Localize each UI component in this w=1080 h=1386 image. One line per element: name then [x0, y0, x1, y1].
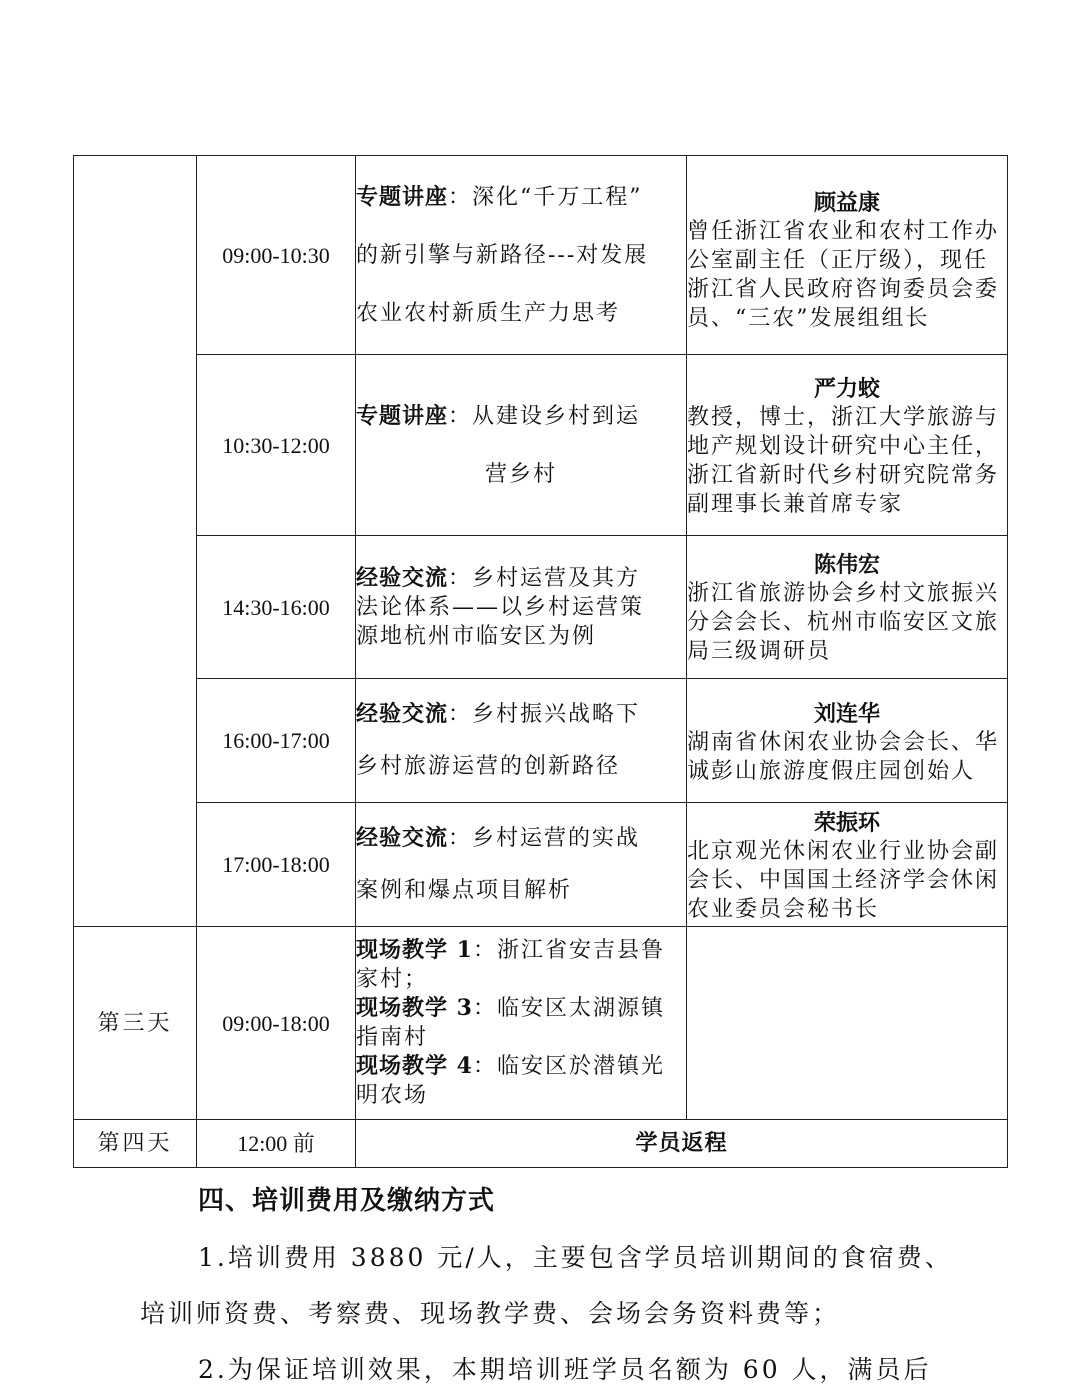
speaker-bio: 湖南省休闲农业协会会长、华诚彭山旅游度假庄园创始人 [687, 729, 1000, 784]
table-row [74, 536, 1008, 679]
topic-line: 农业农村新质生产力思考 [356, 300, 621, 326]
field-label: 现场教学 1 [356, 937, 473, 963]
topic-line: 法论体系——以乡村运营策 [356, 594, 645, 620]
speaker-cell [687, 355, 1008, 536]
topic-line: ：深化“千万工程” [448, 184, 643, 210]
speaker-cell [687, 803, 1008, 927]
speaker-name: 荣振环 [813, 810, 880, 836]
list-item [356, 936, 686, 994]
topic-line: ：乡村运营的实战 [448, 826, 641, 851]
fee-paragraph-line: 培训师资费、考察费、现场教学费、会场会务资料费等； [140, 1299, 841, 1328]
field-text: ：临安区太湖源镇指南村 [356, 996, 665, 1050]
field-text: ：浙江省安吉县鲁家村； [356, 938, 665, 992]
speaker-cell [687, 536, 1008, 679]
topic-label: 专题讲座 [356, 183, 449, 210]
topic-cell [356, 536, 687, 679]
schedule-table [73, 155, 1008, 1168]
time-cell: 14:30-16:00 [197, 536, 356, 679]
table-row [74, 355, 1008, 536]
topic-line: 案例和爆点项目解析 [356, 878, 573, 903]
speaker-cell [687, 156, 1008, 355]
topic-label: 经验交流 [356, 701, 449, 727]
topic-line: 乡村旅游运营的创新路径 [356, 754, 621, 779]
field-text: ：临安区於潜镇光明农场 [356, 1054, 665, 1108]
list-item [356, 994, 686, 1052]
speaker-bio: 曾任浙江省农业和农村工作办公室副主任（正厅级），现任浙江省人民政府咨询委员会委员、“三农”发展组组长 [687, 219, 1000, 331]
section-heading: 四、培训费用及缴纳方式 [198, 1186, 496, 1216]
topic-line: ：乡村振兴战略下 [448, 702, 641, 727]
return-cell: 学员返程 [356, 1120, 1008, 1168]
topic-cell [356, 156, 687, 355]
time-cell: 09:00-10:30 [197, 156, 356, 355]
empty-speaker-cell [687, 927, 1008, 1120]
table-row [74, 1120, 1008, 1168]
topic-line: ：从建设乡村到运 [448, 403, 641, 429]
topic-label: 专题讲座 [356, 402, 449, 429]
time-cell: 10:30-12:00 [197, 355, 356, 536]
list-item [356, 1052, 686, 1110]
speaker-name: 陈伟宏 [813, 551, 880, 578]
topic-cell [356, 679, 687, 803]
table-row [74, 927, 1008, 1120]
field-teaching-cell [356, 927, 687, 1120]
fee-paragraph-line: 1.培训费用 3880 元/人，主要包含学员培训期间的食宿费、 [198, 1243, 953, 1272]
topic-cell [356, 355, 687, 536]
speaker-bio: 北京观光休闲农业行业协会副会长、中国国土经济学会休闲农业委员会秘书长 [687, 839, 1000, 922]
speaker-name: 刘连华 [813, 700, 880, 727]
topic-line: 源地杭州市临安区为例 [356, 623, 597, 649]
topic-line: 的新引擎与新路径---对发展 [356, 242, 649, 268]
speaker-cell [687, 679, 1008, 803]
speaker-name: 顾益康 [813, 190, 880, 216]
speaker-bio: 浙江省旅游协会乡村文旅振兴分会会长、杭州市临安区文旅局三级调研员 [687, 580, 1000, 664]
speaker-name: 严力蛟 [813, 375, 880, 402]
time-cell: 16:00-17:00 [197, 679, 356, 803]
quota-paragraph-line: 2.为保证培训效果，本期培训班学员名额为 60 人，满员后 [198, 1355, 932, 1384]
table-row [74, 156, 1008, 355]
topic-line: 营乡村 [484, 461, 557, 487]
field-label: 现场教学 3 [356, 995, 473, 1021]
table-row [74, 679, 1008, 803]
table-row [74, 803, 1008, 927]
topic-label: 经验交流 [356, 564, 449, 591]
time-cell: 17:00-18:00 [197, 803, 356, 927]
time-cell: 09:00-18:00 [197, 927, 356, 1120]
speaker-bio: 教授，博士，浙江大学旅游与地产规划设计研究中心主任，浙江省新时代乡村研究院常务副理事长兼首席专家 [687, 404, 1000, 517]
topic-label: 经验交流 [356, 825, 449, 851]
day-cell: 第三天 [74, 927, 197, 1120]
topic-line: ：乡村运营及其方 [448, 565, 641, 591]
topic-cell [356, 803, 687, 927]
field-label: 现场教学 4 [356, 1053, 473, 1079]
time-cell: 12:00 前 [197, 1120, 356, 1168]
day-cell-continued [74, 156, 197, 927]
day-cell: 第四天 [74, 1120, 197, 1168]
